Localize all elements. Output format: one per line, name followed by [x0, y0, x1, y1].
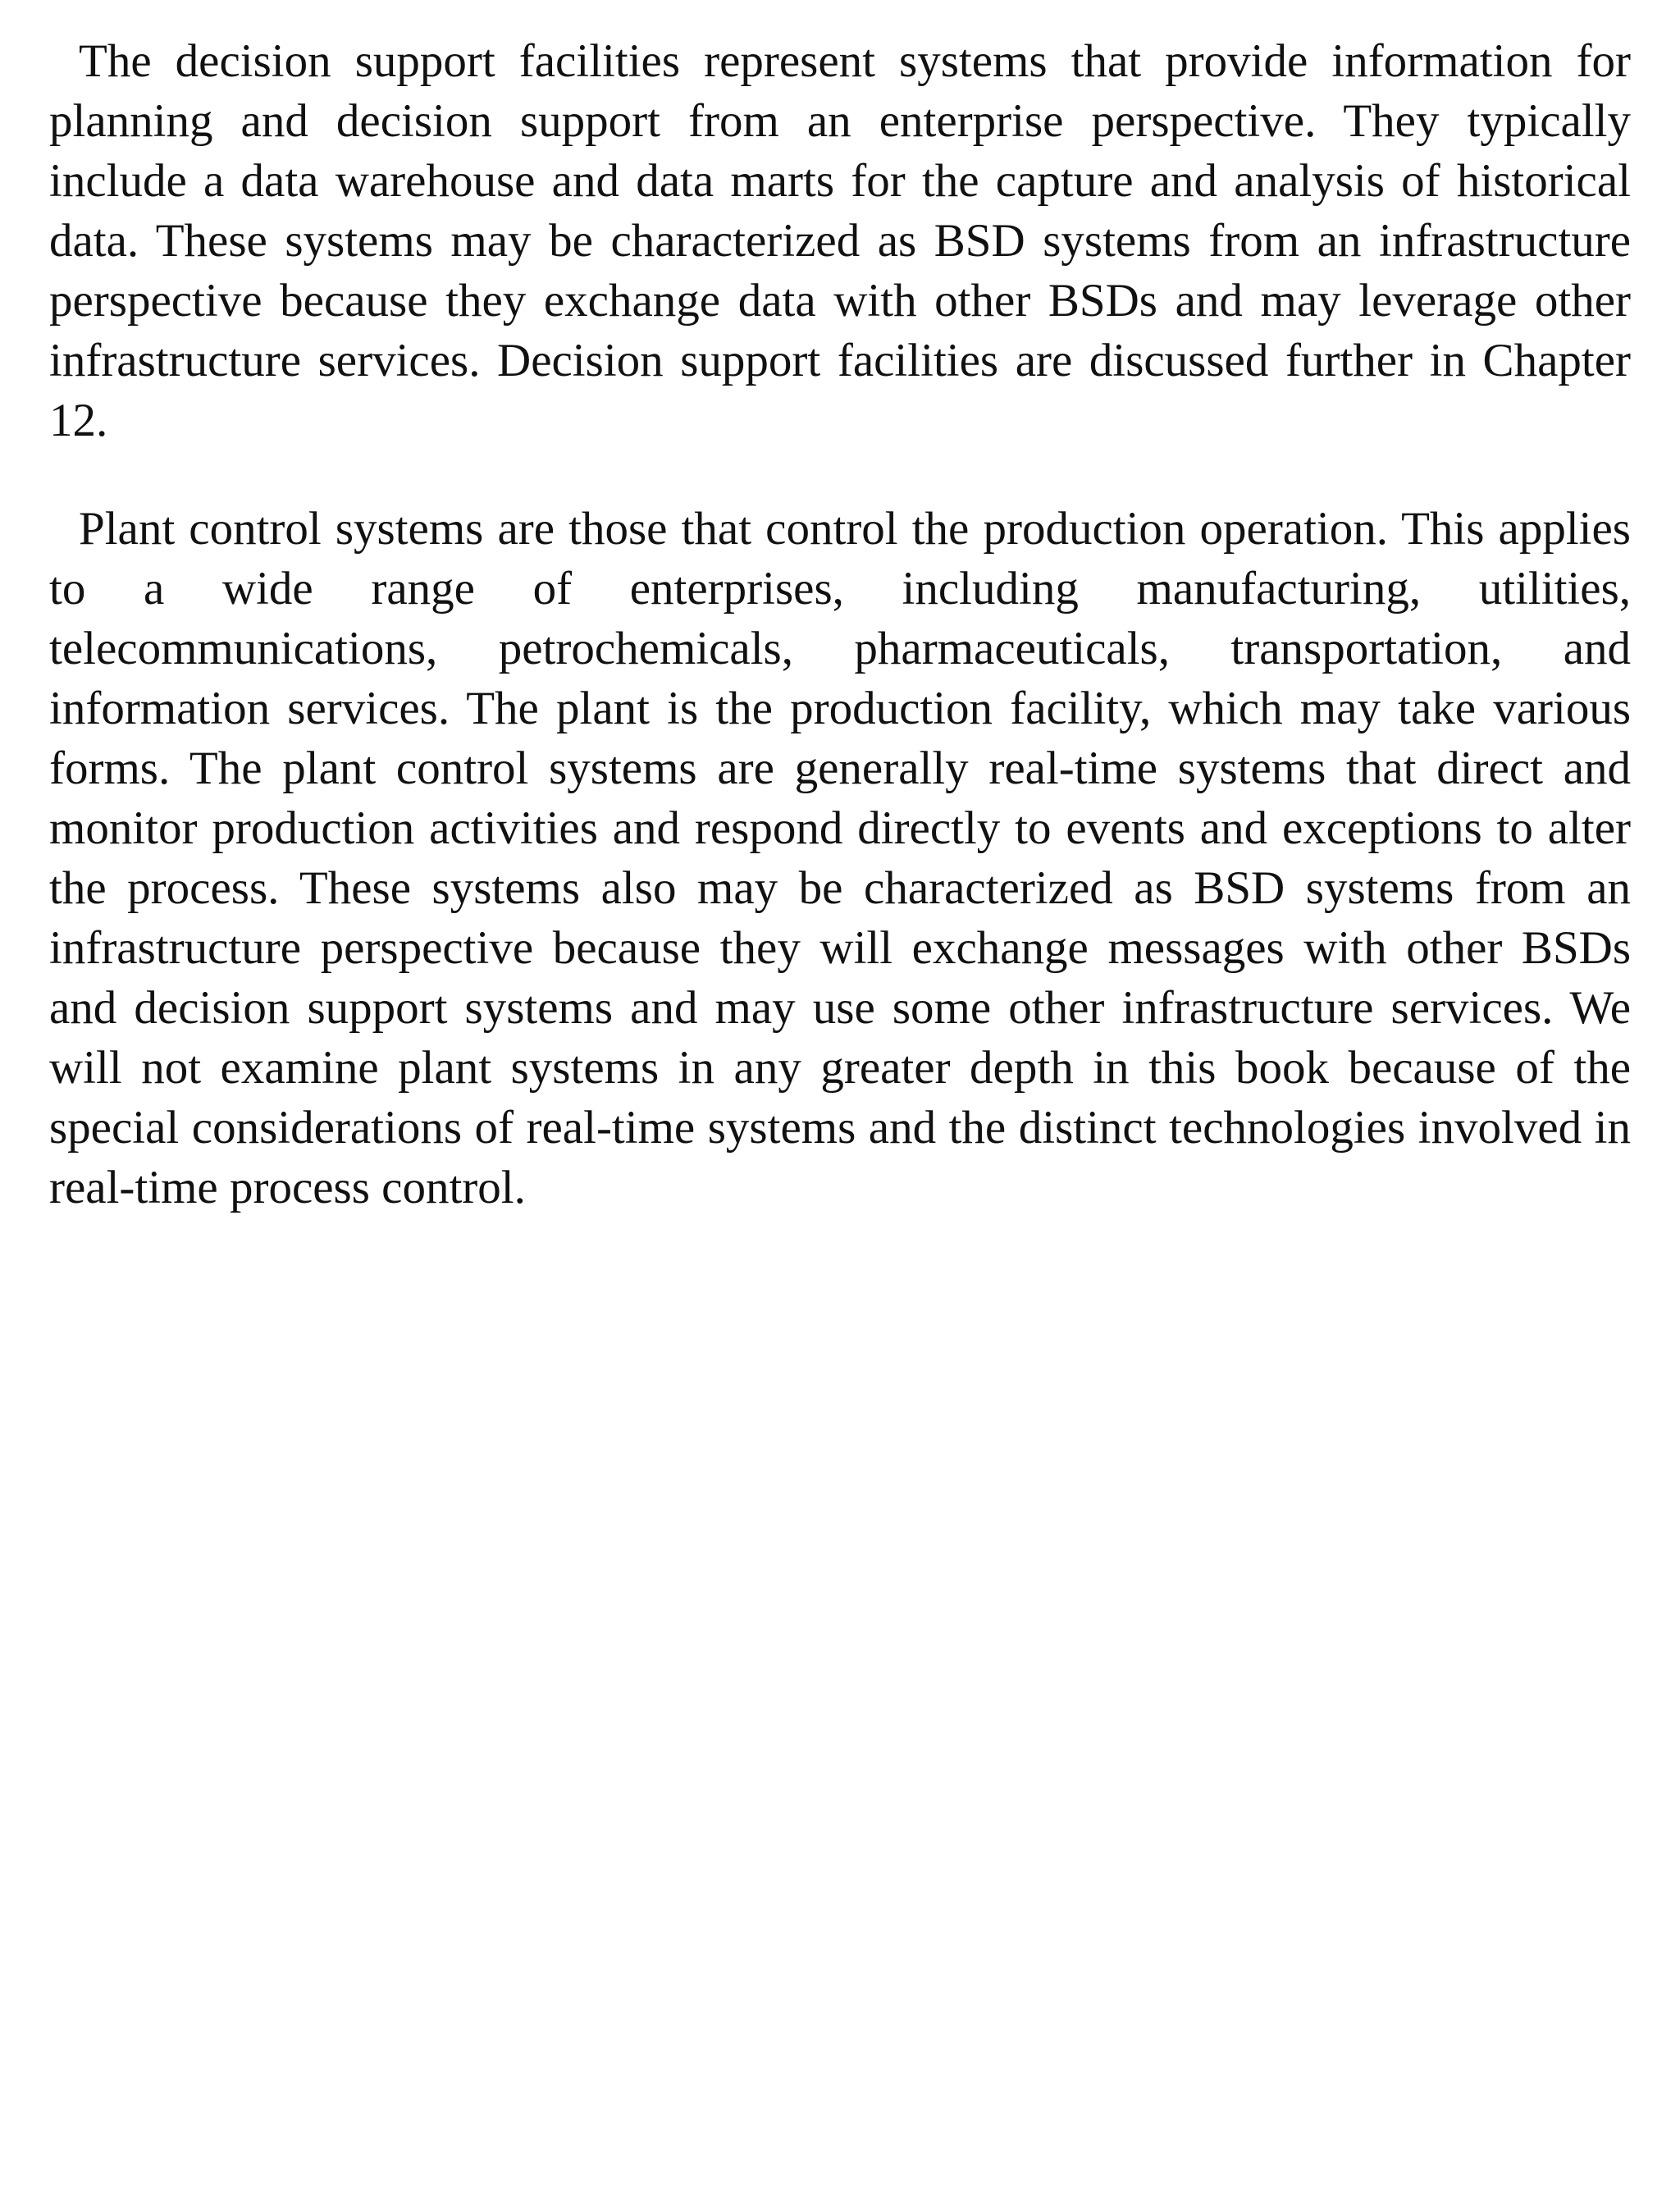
paragraph-decision-support: The decision support facilities represent systems that provide information for planning and decision support from an enterprise perspective. They typically include a data warehouse and data marts for the capture and analysis of historical data. These systems may be characterized as BSD systems from an infrastructure perspective because they exchange data with other BSDs and may leverage other infrastructure services. Decision support facilities are discussed further in Chapter 12. [49, 35, 1631, 446]
document-page [49, 31, 1631, 1218]
paragraph-plant-control: Plant control systems are those that control the production operation. This applies to a wide range of enterprises, including manufacturing, utilities, telecommunications, petrochemicals, pharmaceuticals, transportation, and information services. The plant is the production facility, which may take various forms. The plant control systems are generally real-time systems that direct and monitor production activities and respond directly to events and exceptions to alter the process. These systems also may be characterized as BSD systems from an infrastructure perspective because they will exchange messages with other BSDs and decision support systems and may use some other infrastructure services. We will not examine plant systems in any greater depth in this book because of the special considerations of real-time systems and the distinct technologies involved in real-time process control. [49, 503, 1631, 1213]
